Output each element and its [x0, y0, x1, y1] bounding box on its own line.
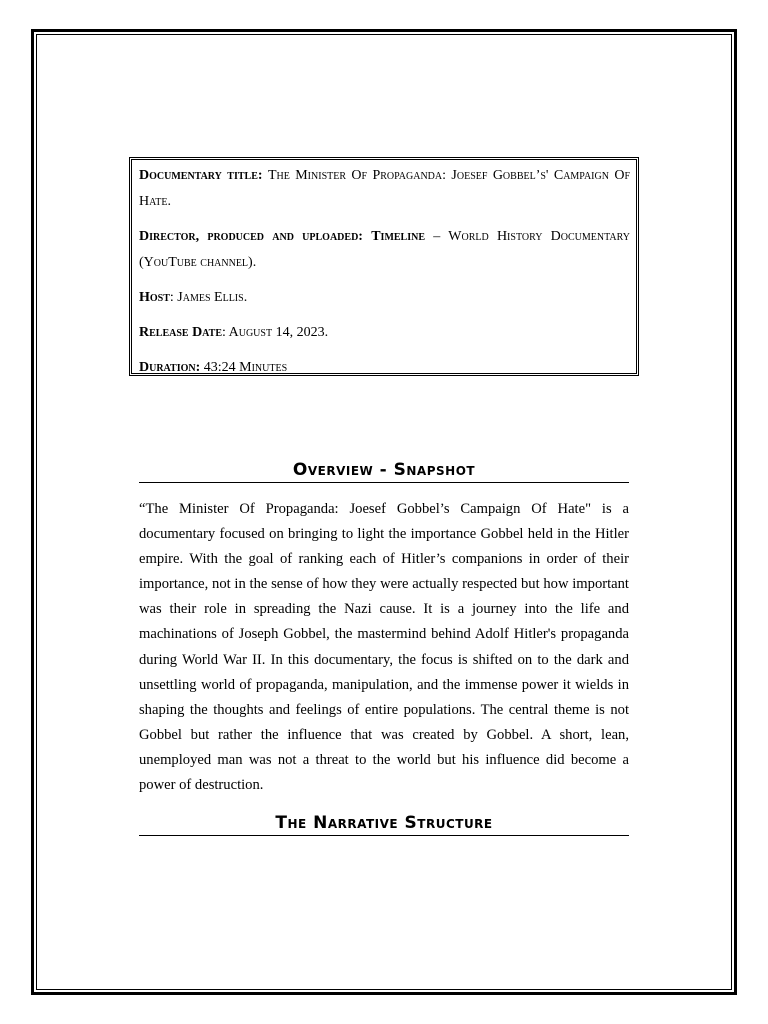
title-line — [139, 163, 630, 215]
host-line — [139, 285, 630, 311]
title-value: The Minister Of Propaganda: Joesef Gobbel’s' Campaign Of Hate. — [139, 168, 631, 209]
documentary-info-box — [129, 157, 639, 376]
overview-paragraph: “The Minister Of Propaganda: Joesef Gobbel’s Campaign Of Hate" is a documentary focused on bringing to light the importance Gobbel held in the Hitler empire. With the goal of ranking each of Hitler’s companions in order of their importance, not in the sense of how they were actually respected but how important was their role in spreading the Nazi cause. It is a journey into the life and machinations of Joseph Gobbel, the mastermind behind Adolf Hitler's propaganda during World War II. In this documentary, the focus is shifted on to the dark and unsettling world of propaganda, manipulation, and the immense power it wields in shaping the thoughts and feelings of entire populations. The central theme is not Gobbel but rather the influence that was created by Gobbel. A short, lean, unemployed man was not a threat to the world but his influence did become a power of destruction. — [139, 501, 629, 794]
narrative-heading: The Narrative Structure — [139, 812, 629, 836]
duration-label: Duration: — [139, 360, 201, 375]
host-value: : James Ellis. — [169, 290, 248, 305]
director-channel: Timeline — [371, 229, 426, 244]
host-label: Host — [139, 290, 170, 305]
duration-line — [139, 355, 630, 381]
release-label: Release Date — [139, 325, 223, 340]
duration-value: 43:24 Minutes — [203, 360, 288, 375]
director-value: – World History Documentary (YouTube channel). — [139, 229, 630, 270]
director-line — [139, 224, 630, 276]
overview-heading: Overview - Snapshot — [139, 459, 629, 483]
title-label: Documentary title: — [139, 168, 263, 183]
release-value: : August 14, 2023. — [222, 325, 329, 340]
release-line — [139, 320, 630, 346]
director-label: Director, produced and uploaded: — [139, 229, 363, 244]
